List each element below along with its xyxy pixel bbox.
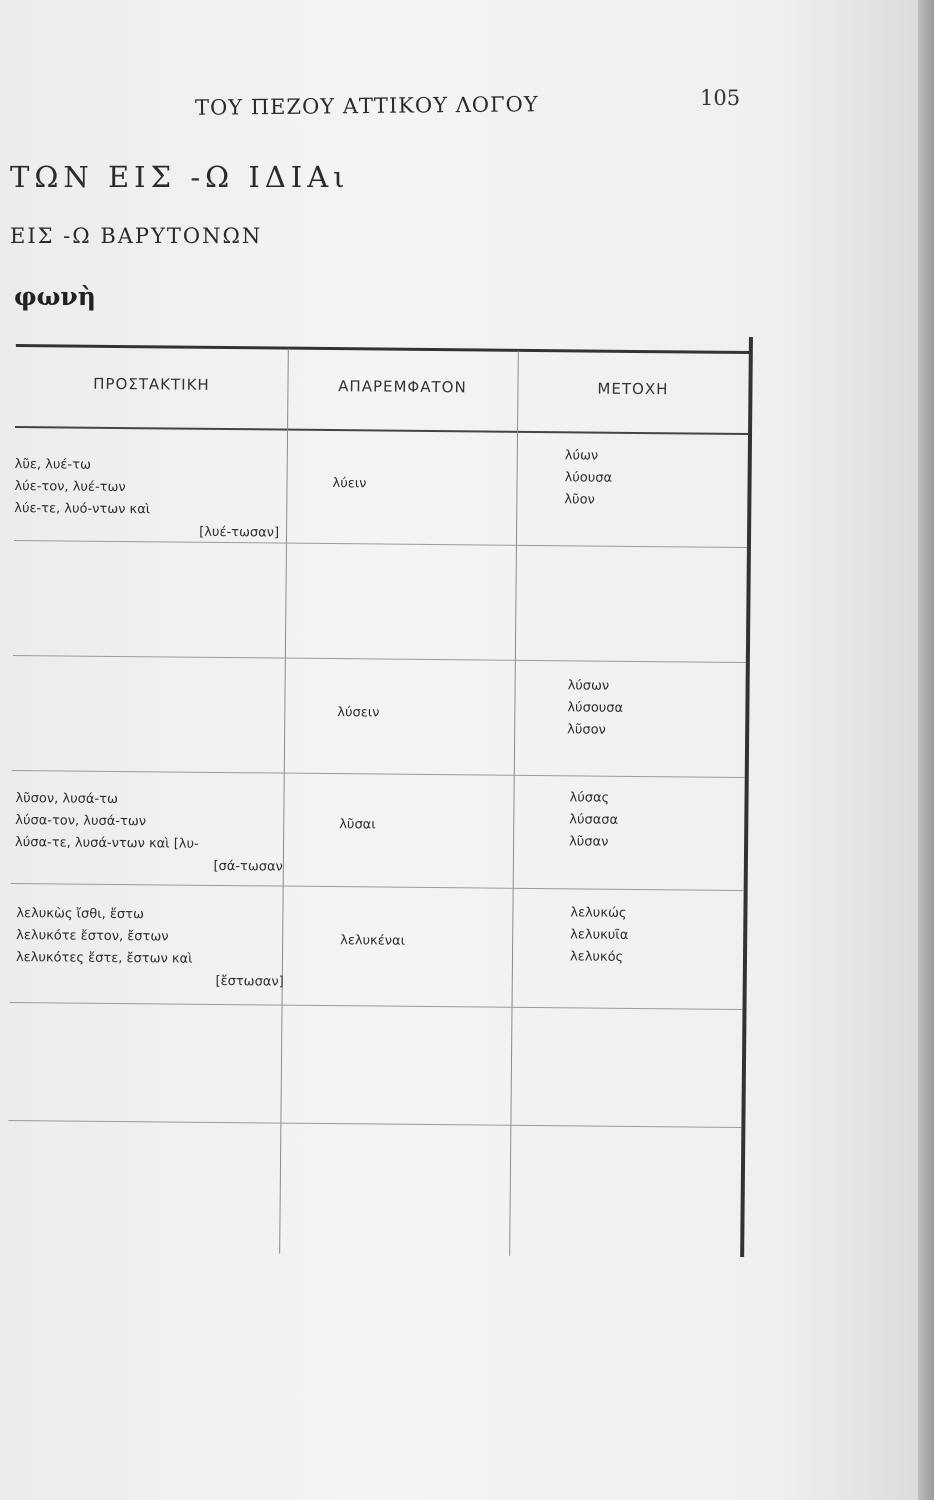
- imperative-line: λύσα-τον, λυσά-των: [15, 813, 147, 830]
- table-row-3-participle: [567, 675, 623, 742]
- column-header-participle: ΜΕΤΟΧΗ: [597, 379, 669, 399]
- conjugation-table: [7, 330, 770, 1272]
- participle-line: λελυκός: [569, 949, 624, 965]
- section-heading: ΤΩΝ ΕΙΣ -Ω ΙΔΙΑι: [10, 160, 350, 194]
- table-row-1-participle: [564, 445, 612, 511]
- column-header-imperative: ΠΡΟΣΤΑΚΤΙΚΗ: [93, 374, 210, 394]
- participle-line: λῦσαν: [569, 834, 609, 850]
- imperative-line: λῦσον, λυσά-τω: [15, 791, 118, 807]
- table-row-5-infinitive: λελυκέναι: [340, 933, 406, 949]
- imperative-line: [σά-τωσαν: [213, 858, 283, 875]
- imperative-line: λύσα-τε, λυσά-ντων καὶ [λυ-: [15, 835, 199, 852]
- row-divider: [12, 770, 745, 778]
- imperative-line: λύε-τον, λυέ-των: [14, 478, 126, 496]
- imperative-line: λῦε, λυέ-τω: [14, 456, 91, 473]
- participle-line: λῦσον: [567, 722, 606, 738]
- imperative-line: λελυκὼς ἴσθι, ἔστω: [16, 906, 144, 923]
- table-row-4-imperative: [15, 788, 284, 879]
- row-divider: [10, 1002, 743, 1010]
- imperative-line: λελυκότες ἔστε, ἔστων καὶ: [15, 950, 193, 967]
- running-head: ΤΟΥ ΠΕΖΟΥ ΑΤΤΙΚΟΥ ΛΟΓΟΥ: [194, 92, 539, 120]
- participle-line: λῦον: [564, 492, 595, 508]
- table-row-1-infinitive: λύειν: [332, 476, 367, 492]
- participle-line: λύσασα: [569, 812, 619, 828]
- participle-line: λύσουσα: [567, 700, 624, 716]
- imperative-line: [λυέ-τωσαν]: [199, 524, 280, 541]
- imperative-line: [ἔστωσαν]: [215, 973, 284, 990]
- participle-line: λελυκώς: [570, 905, 627, 921]
- participle-line: λύουσα: [564, 470, 613, 486]
- row-divider: [8, 1120, 741, 1128]
- table-row-5-imperative: [16, 903, 285, 994]
- page-number: 105: [700, 86, 741, 110]
- page-edge: [918, 0, 934, 1500]
- participle-line: λύσας: [569, 790, 610, 806]
- table-row-1-imperative: [14, 454, 280, 545]
- table-row-5-participle: [570, 902, 629, 969]
- table-right-rule: [740, 337, 753, 1257]
- column-divider: [509, 351, 519, 1256]
- voice-heading: φωνὴ: [14, 282, 96, 311]
- participle-line: λελυκυῖα: [570, 927, 629, 943]
- table-top-rule: [16, 344, 751, 354]
- table-row-4-participle: [569, 787, 618, 853]
- subsection-heading: ΕΙΣ -Ω ΒΑΡΥΤΟΝΩΝ: [10, 224, 263, 248]
- table-row-4-infinitive: λῦσαι: [339, 817, 376, 833]
- table-row-3-infinitive: λύσειν: [337, 705, 380, 721]
- row-divider: [11, 883, 744, 891]
- imperative-line: λύε-τε, λυό-ντων καὶ: [14, 500, 151, 518]
- column-header-infinitive: ΑΠΑΡΕΜΦΑΤΟΝ: [338, 377, 467, 397]
- table-header-rule: [15, 426, 748, 435]
- imperative-line: λελυκότε ἔστον, ἔστων: [16, 928, 169, 945]
- participle-line: λύων: [564, 448, 599, 464]
- row-divider: [13, 655, 746, 663]
- participle-line: λύσων: [567, 678, 610, 694]
